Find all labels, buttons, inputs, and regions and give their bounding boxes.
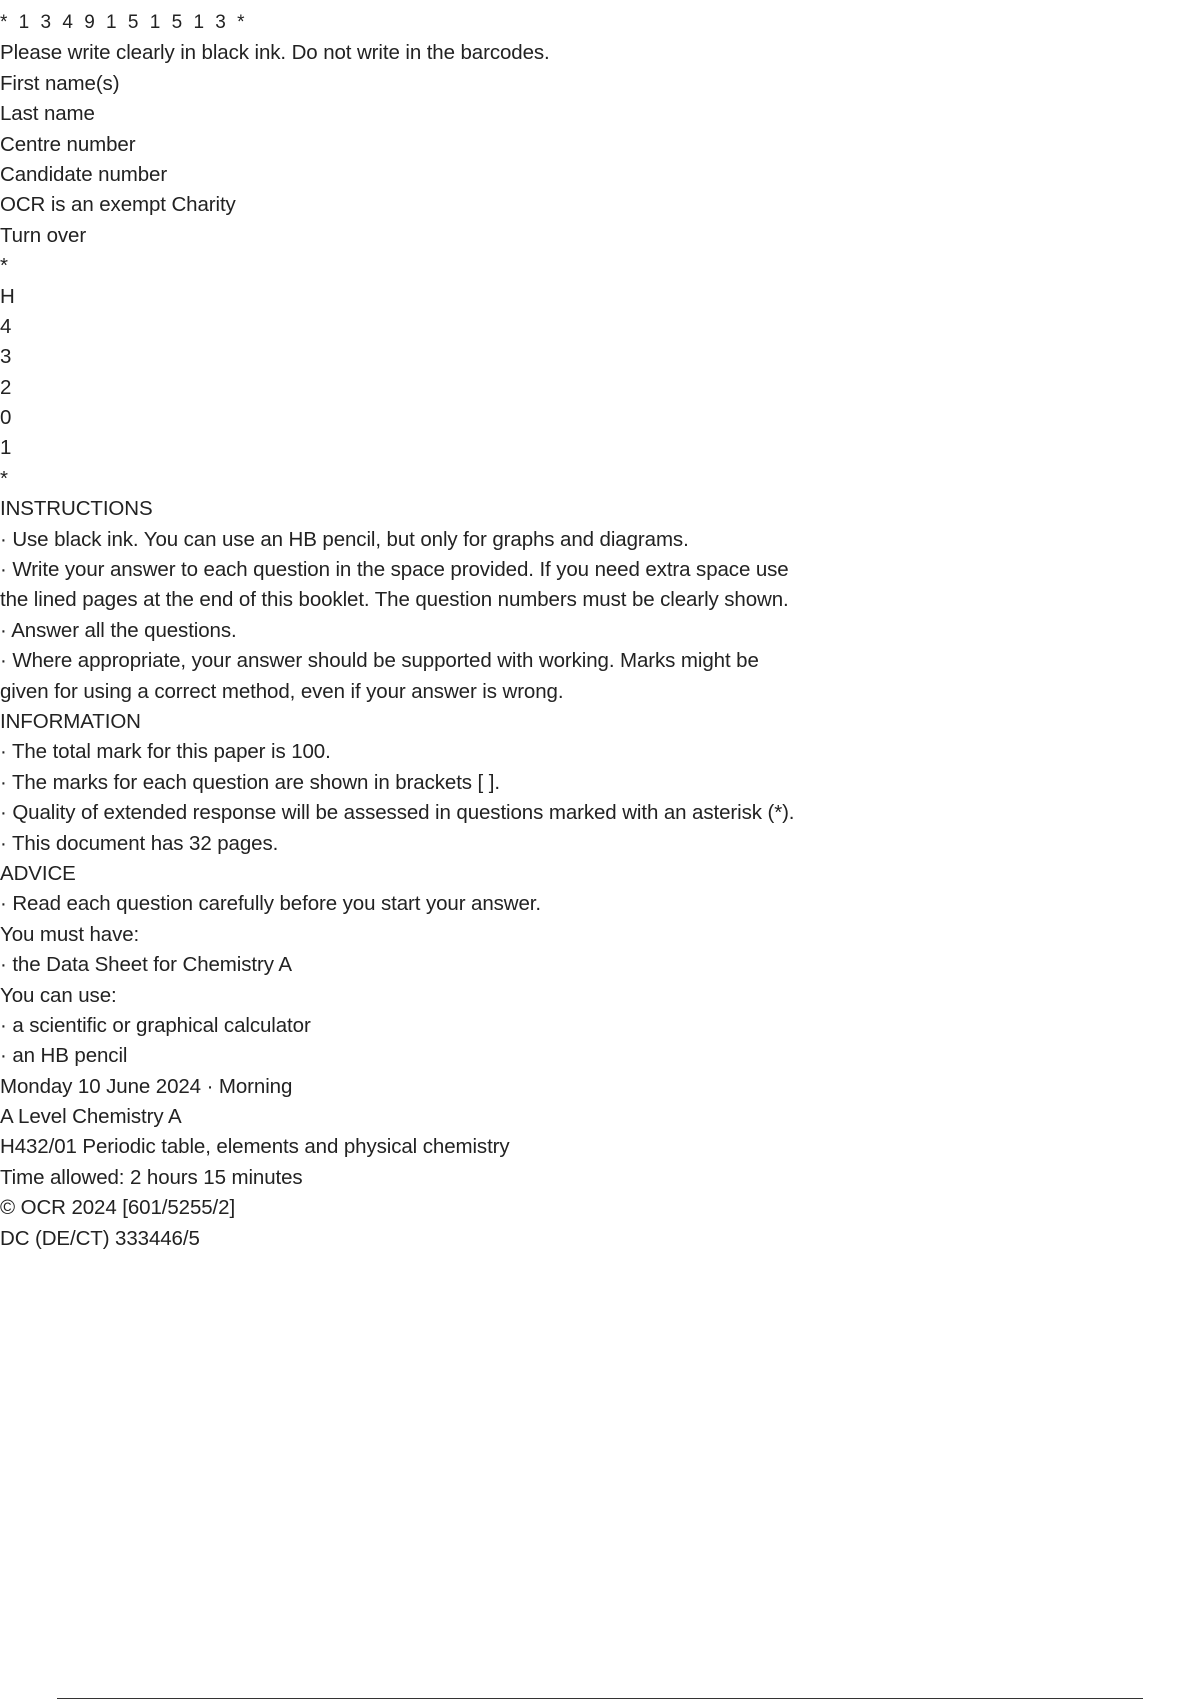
can-use-heading: You can use: — [0, 983, 117, 1007]
can-use-item: · an HB pencil — [0, 1044, 128, 1068]
exam-qualification: A Level Chemistry A — [0, 1105, 182, 1129]
information-line: · This document has 32 pages. — [0, 831, 279, 855]
vertical-code-char: H — [0, 284, 15, 308]
instruction-line: the lined pages at the end of this booklet. The question numbers must be clearly shown. — [0, 588, 789, 612]
vertical-code-char: 3 — [0, 345, 12, 369]
document-text — [0, 8, 900, 1254]
instruction-line: · Answer all the questions. — [0, 618, 237, 642]
vertical-code-char: 1 — [0, 436, 12, 460]
must-have-item: · the Data Sheet for Chemistry A — [0, 953, 292, 977]
instructions-heading: INSTRUCTIONS — [0, 497, 153, 521]
centre-number-label: Centre number — [0, 132, 136, 156]
vertical-code-char: 0 — [0, 406, 12, 430]
exam-date: Monday 10 June 2024 · Morning — [0, 1074, 293, 1098]
instruction-line: · Use black ink. You can use an HB pencil, but only for graphs and diagrams. — [0, 527, 689, 551]
instruction-line: given for using a correct method, even if your answer is wrong. — [0, 679, 564, 703]
advice-line: · Read each question carefully before you start your answer. — [0, 892, 541, 916]
must-have-heading: You must have: — [0, 922, 140, 946]
last-name-label: Last name — [0, 102, 95, 126]
instruction-line: · Write your answer to each question in the space provided. If you need extra space use — [0, 558, 789, 582]
vertical-code-char: 2 — [0, 375, 12, 399]
advice-heading: ADVICE — [0, 861, 76, 885]
copyright: © OCR 2024 [601/5255/2] — [0, 1196, 236, 1220]
can-use-item: · a scientific or graphical calculator — [0, 1013, 311, 1037]
charity-note: OCR is an exempt Charity — [0, 193, 236, 217]
exam-paper-title: H432/01 Periodic table, elements and physical chemistry — [0, 1135, 510, 1159]
vertical-code-char: * — [0, 254, 8, 278]
information-line: · Quality of extended response will be assessed in questions marked with an asterisk (*). — [0, 801, 795, 825]
turn-over: Turn over — [0, 223, 87, 247]
vertical-code-char: 4 — [0, 314, 12, 338]
time-allowed: Time allowed: 2 hours 15 minutes — [0, 1165, 303, 1189]
candidate-number-label: Candidate number — [0, 162, 168, 186]
information-line: · The total mark for this paper is 100. — [0, 740, 331, 764]
candidate-instruction: Please write clearly in black ink. Do not write in the barcodes. — [0, 41, 550, 65]
vertical-code-char: * — [0, 466, 8, 490]
first-name-label: First name(s) — [0, 71, 120, 95]
instruction-line: · Where appropriate, your answer should be supported with working. Marks might be — [0, 649, 759, 673]
barcode-number: * 1 3 4 9 1 5 1 5 1 3 * — [0, 12, 248, 33]
footer-divider — [57, 1698, 1143, 1699]
information-line: · The marks for each question are shown in brackets [ ]. — [0, 770, 500, 794]
information-heading: INFORMATION — [0, 709, 141, 733]
document-reference: DC (DE/CT) 333446/5 — [0, 1226, 200, 1250]
